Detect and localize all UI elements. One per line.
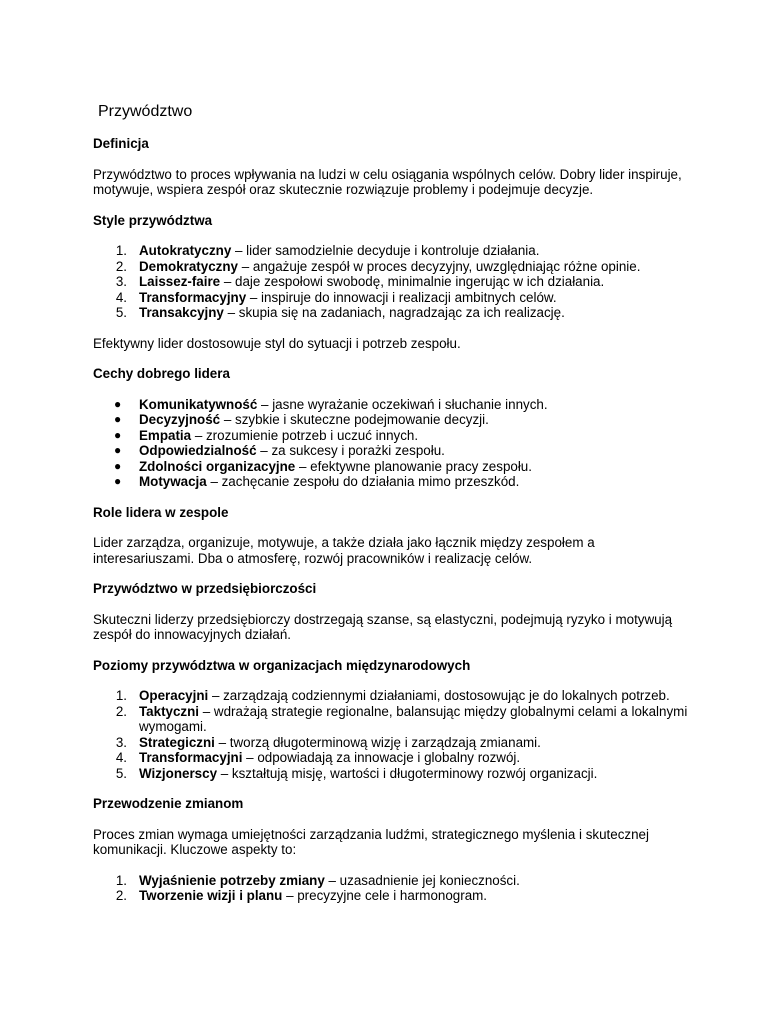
list-item (93, 428, 693, 444)
list-number: 2. (115, 703, 127, 719)
list-item-description: – lider samodzielnie decyduje i kontroluje działania. (231, 243, 540, 258)
section-heading-change: Przewodzenie zmianom (93, 796, 244, 811)
list-item-term: Transformacyjni (139, 750, 243, 765)
list-item (93, 274, 693, 290)
list-item-term: Laissez-faire (139, 274, 221, 289)
list-item-description: – jasne wyrażanie oczekiwań i słuchanie innych. (257, 396, 548, 412)
list-number: 4. (115, 289, 127, 305)
list-item-description: – inspiruje do innowacji i realizacji ambitnych celów. (246, 289, 557, 305)
list-item-description: – daje zespołowi swobodę, minimalnie ingerując w ich działania. (220, 274, 605, 289)
list-item (93, 459, 693, 475)
list-item (93, 888, 693, 904)
list-number: 4. (115, 750, 127, 765)
list-item-description: – tworzą długoterminową wizję i zarządzają zmianami. (214, 734, 541, 750)
list-item-term: Demokratyczny (139, 258, 238, 274)
list-item-term: Wizjonerscy (139, 765, 218, 781)
list-item-term: Wyjaśnienie potrzeby zmiany (139, 872, 325, 888)
list-item-term: Transformacyjny (139, 289, 247, 305)
list-item (93, 766, 693, 782)
section-heading-traits: Cechy dobrego lidera (93, 366, 230, 381)
list-item (93, 750, 693, 766)
list-item-description: – odpowiadają za innowacje i globalny rozwój. (242, 750, 521, 765)
section-heading-definition: Definicja (93, 136, 149, 151)
list-item-description: – skupia się na zadaniach, nagradzając za ich realizację. (223, 305, 565, 320)
list-number: 3. (115, 734, 127, 750)
list-item-term: Strategiczni (139, 734, 215, 750)
section-heading-styles: Style przywództwa (93, 212, 213, 228)
bullet-icon: ● (114, 412, 122, 426)
list-item (93, 873, 693, 889)
bullet-icon: ● (114, 474, 122, 488)
list-number: 2. (115, 258, 127, 274)
list-item-description: – wdrażają strategie regionalne, balansując między globalnymi celami a lokalnymi wymogami. (139, 703, 688, 734)
list-item-term: Transakcyjny (139, 305, 224, 320)
list-item-term: Empatia (139, 427, 192, 443)
list-item (93, 290, 693, 306)
bullet-icon: ● (114, 396, 122, 411)
list-item-description: – zrozumienie potrzeb i uczuć innych. (191, 427, 419, 443)
list-item-description: – kształtują misję, wartości i długoterminowy rozwój organizacji. (217, 765, 598, 781)
list-item (93, 443, 693, 459)
list-number: 5. (115, 305, 127, 320)
list-item (93, 305, 693, 321)
list-item-description: – precyzyjne cele i harmonogram. (282, 888, 488, 903)
list-item (93, 474, 693, 490)
list-item-term: Motywacja (139, 474, 207, 489)
bullet-icon: ● (114, 427, 122, 442)
list-item (93, 259, 693, 275)
bullet-icon: ● (114, 443, 122, 457)
list-number: 2. (115, 888, 127, 903)
traits-list (93, 397, 693, 490)
list-item (93, 412, 693, 428)
document-title: Przywództwo (98, 103, 193, 120)
list-item-term: Tworzenie wizji i planu (139, 888, 283, 903)
levels-list (93, 688, 693, 781)
styles-note: Efektywny lider dostosowuje styl do sytuacji i potrzeb zespołu. (93, 335, 461, 351)
list-number: 1. (115, 243, 127, 258)
list-item-description: – za sukcesy i porażki zespołu. (256, 443, 445, 458)
list-item (93, 688, 693, 704)
list-item-term: Taktyczni (139, 703, 200, 719)
list-number: 1. (115, 872, 127, 888)
section-heading-levels: Poziomy przywództwa w organizacjach międzynarodowych (93, 657, 471, 673)
list-item-term: Autokratyczny (139, 243, 232, 258)
list-item-term: Odpowiedzialność (139, 443, 257, 458)
change-paragraph: Proces zmian wymaga umiejętności zarządzania ludźmi, strategicznego myślenia i skutecznej komunikacji. Kluczowe aspekty to: (93, 826, 649, 857)
list-item-term: Decyzyjność (139, 412, 221, 427)
list-item-term: Operacyjni (139, 688, 209, 703)
list-item-term: Zdolności organizacyjne (139, 458, 296, 474)
change-list (93, 873, 693, 904)
list-item-description: – uzasadnienie jej konieczności. (324, 872, 520, 888)
list-item-description: – efektywne planowanie pracy zespołu. (295, 458, 532, 474)
list-number: 5. (115, 765, 127, 781)
bullet-icon: ● (114, 458, 122, 473)
list-item (93, 397, 693, 413)
entrepreneurship-paragraph: Skuteczni liderzy przedsiębiorczy dostrzegają szanse, są elastyczni, podejmują ryzyko i motywują zespół do innowacyjnych działań. (93, 611, 673, 642)
section-heading-roles: Role lidera w zespole (93, 504, 229, 520)
list-item-term: Komunikatywność (139, 396, 258, 412)
document-page (93, 102, 693, 919)
definition-paragraph: Przywództwo to proces wpływania na ludzi w celu osiągania wspólnych celów. Dobry lider inspiruje, motywuje, wspiera zespół oraz skutecznie rozwiązuje problemy i podejmuje decyzje. (93, 166, 682, 197)
roles-paragraph: Lider zarządza, organizuje, motywuje, a także działa jako łącznik między zespołem a interesariuszami. Dba o atmosferę, rozwój pracowników i realizację celów. (93, 535, 595, 566)
list-item (93, 243, 693, 259)
list-item-description: – zachęcanie zespołu do działania mimo przeszkód. (206, 474, 520, 489)
list-item (93, 704, 693, 735)
section-heading-entrepreneurship: Przywództwo w przedsiębiorczości (93, 581, 317, 596)
list-item-description: – zarządzają codziennymi działaniami, dostosowując je do lokalnych potrzeb. (208, 688, 670, 703)
list-number: 1. (115, 688, 127, 703)
list-item-description: – angażuje zespół w proces decyzyjny, uwzględniając różne opinie. (238, 258, 641, 274)
list-item (93, 735, 693, 751)
styles-list (93, 243, 693, 321)
list-item-description: – szybkie i skuteczne podejmowanie decyzji. (220, 412, 489, 427)
list-number: 3. (115, 274, 127, 289)
